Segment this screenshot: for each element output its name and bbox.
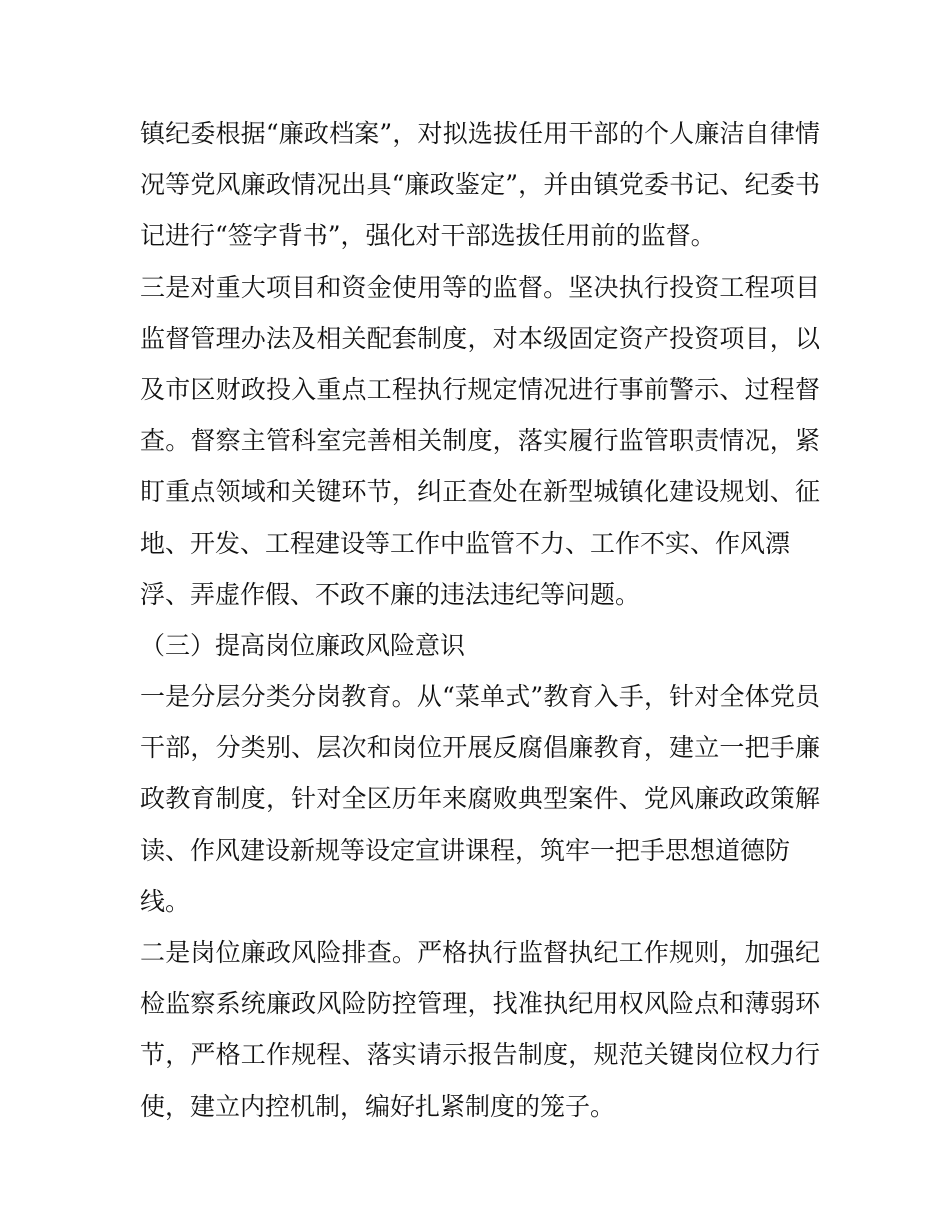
text-line: 记进行“签字背书”，强化对干部选拔任用前的监督。 [140,221,716,251]
text-line: 检监察系统廉政风险防控管理，找准执纪用权风险点和薄弱环 [140,989,820,1019]
text-line: 政教育制度，针对全区历年来腐败典型案件、党风廉政政策解 [140,784,820,814]
text-line: 一是分层分类分岗教育。从“菜单式”教育入手，针对全体党员 [140,682,820,712]
text-line: 监督管理办法及相关配套制度，对本级固定资产投资项目，以 [140,323,820,353]
text-line: 盯重点领域和关键环节，纠正查处在新型城镇化建设规划、征 [140,477,820,507]
text-line: 使，建立内控机制，编好扎紧制度的笼子。 [140,1091,616,1121]
text-line: 及市区财政投入重点工程执行规定情况进行事前警示、过程督 [140,374,820,404]
text-line: 况等党风廉政情况出具“廉政鉴定”，并由镇党委书记、纪委书 [140,170,820,200]
section-heading: （三）提高岗位廉政风险意识 [140,630,466,660]
text-line: 三是对重大项目和资金使用等的监督。坚决执行投资工程项目 [140,272,820,302]
text-line: 节，严格工作规程、落实请示报告制度，规范关键岗位权力行 [140,1040,820,1070]
document-body [140,108,820,1132]
text-line: 读、作风建设新规等设定宣讲课程，筑牢一把手思想道德防 [140,835,791,865]
text-line: 二是岗位廉政风险排查。严格执行监督执纪工作规则，加强纪 [140,938,820,967]
text-line: 浮、弄虚作假、不政不廉的违法违纪等问题。 [140,579,641,609]
text-line: 线。 [140,886,191,916]
text-line: 镇纪委根据“廉政档案”，对拟选拔任用干部的个人廉洁自律情 [140,119,820,148]
text-line: 干部，分类别、层次和岗位开展反腐倡廉教育，建立一把手廉 [140,733,820,763]
text-line: 地、开发、工程建设等工作中监管不力、工作不实、作风漂 [140,528,791,558]
text-line: 查。督察主管科室完善相关制度，落实履行监管职责情况，紧 [140,426,820,456]
